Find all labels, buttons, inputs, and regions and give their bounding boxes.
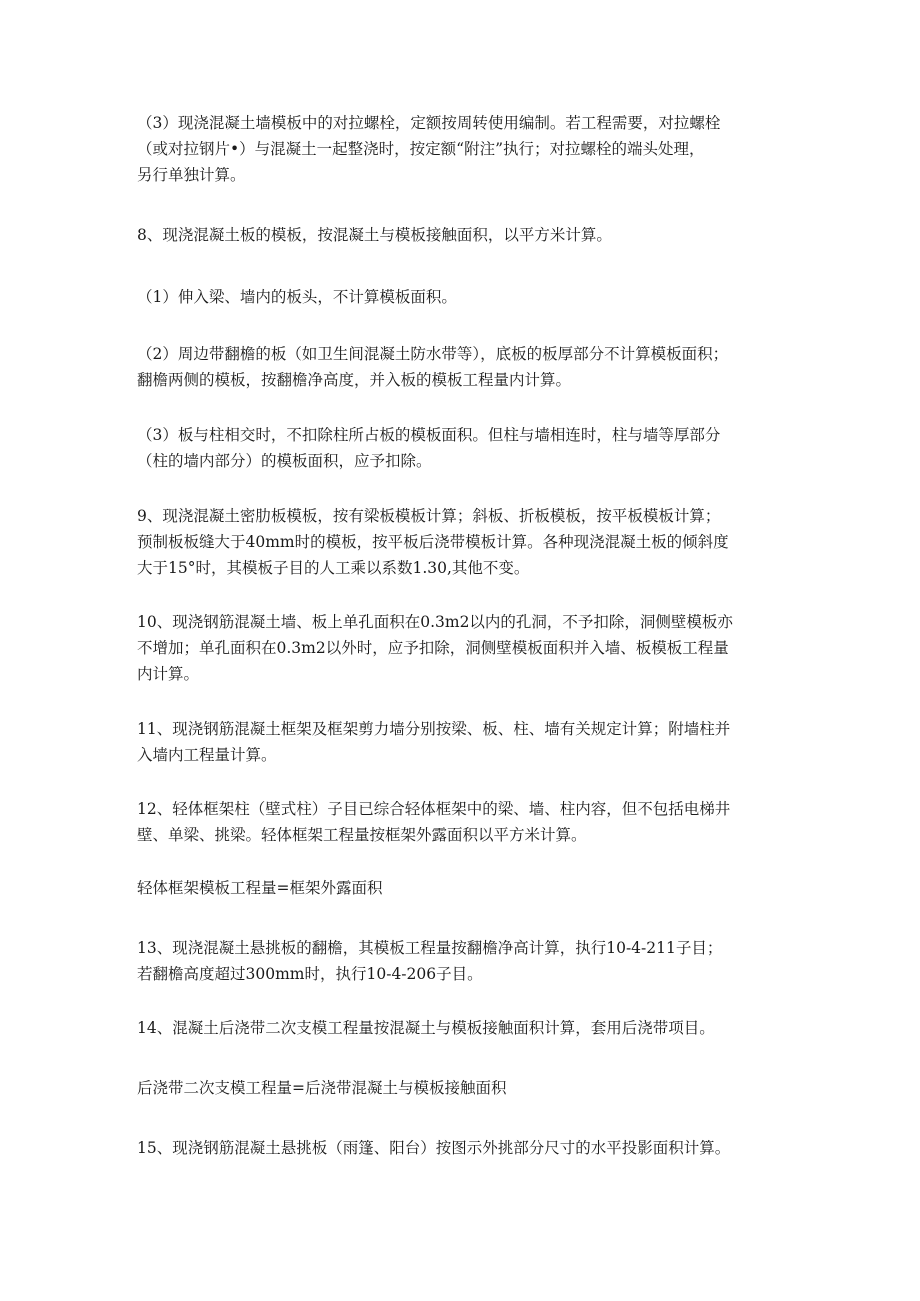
text-line: （2）周边带翻檐的板（如卫生间混凝土防水带等），底板的板厚部分不计算模板面积； <box>137 345 729 363</box>
text-line: 入墙内工程量计算。 <box>137 746 277 764</box>
paragraph-3-slab-column <box>137 422 797 474</box>
paragraph-8-slab-formwork <box>137 222 797 248</box>
text-line: 翻檐两侧的模板，按翻檐净高度，并入板的模板工程量内计算。 <box>137 371 572 389</box>
text-line: 10、现浇钢筋混凝土墙、板上单孔面积在0.3m2以内的孔洞，不予扣除，洞侧壁模板亦 <box>137 613 733 631</box>
text-line: （1）伸入梁、墙内的板头，不计算模板面积。 <box>137 288 457 306</box>
text-line: 后浇带二次支模工程量=后浇带混凝土与模板接触面积 <box>137 1079 507 1097</box>
formula-light-frame <box>137 875 797 901</box>
text-line: 11、现浇钢筋混凝土框架及框架剪力墙分别按梁、板、柱、墙有关规定计算；附墙柱并 <box>137 720 731 738</box>
text-line: 13、现浇混凝土悬挑板的翻檐，其模板工程量按翻檐净高计算，执行10-4-211子目； <box>137 939 723 957</box>
text-line: 轻体框架模板工程量=框架外露面积 <box>137 879 383 897</box>
paragraph-2-slab-upturn <box>137 341 797 393</box>
paragraph-14-post-cast-strip <box>137 1015 797 1041</box>
text-line: 预制板板缝大于40mm时的模板，按平板后浇带模板计算。各种现浇混凝土板的倾斜度 <box>137 533 729 551</box>
text-line: 另行单独计算。 <box>137 166 246 184</box>
formula-post-cast-strip <box>137 1075 797 1101</box>
paragraph-3-wall-tie-bolts <box>137 110 797 188</box>
paragraph-1-slab-head <box>137 284 797 310</box>
paragraph-11-frame <box>137 716 797 768</box>
text-line: （3）现浇混凝土墙模板中的对拉螺栓，定额按周转使用编制。若工程需要，对拉螺栓 <box>137 114 721 132</box>
text-line: （或对拉钢片•）与混凝土一起整浇时，按定额“附注”执行；对拉螺栓的端头处理， <box>137 140 705 158</box>
text-line: 12、轻体框架柱（壁式柱）子目已综合轻体框架中的梁、墙、柱内容，但不包括电梯井 <box>137 800 731 818</box>
text-line: 不增加；单孔面积在0.3m2以外时，应予扣除，洞侧壁模板面积并入墙、板模板工程量 <box>137 639 729 657</box>
text-line: 8、现浇混凝土板的模板，按混凝土与模板接触面积，以平方米计算。 <box>137 226 612 244</box>
text-line: 壁、单梁、挑梁。轻体框架工程量按框架外露面积以平方米计算。 <box>137 826 587 844</box>
text-line: 14、混凝土后浇带二次支模工程量按混凝土与模板接触面积计算，套用后浇带项目。 <box>137 1019 715 1037</box>
text-line: 内计算。 <box>137 665 200 683</box>
text-line: 若翻檐高度超过300mm时，执行10-4-206子目。 <box>137 965 483 983</box>
paragraph-13-cantilever-upturn <box>137 935 797 987</box>
text-line: 大于15°时，其模板子目的人工乘以系数1.30,其他不变。 <box>137 559 530 577</box>
paragraph-15-cantilever-slab <box>137 1135 797 1161</box>
paragraph-10-openings <box>137 609 797 687</box>
text-line: 9、现浇混凝土密肋板模板，按有梁板模板计算；斜板、折板模板，按平板模板计算； <box>137 507 721 525</box>
text-line: （3）板与柱相交时，不扣除柱所占板的模板面积。但柱与墙相连时，柱与墙等厚部分 <box>137 426 721 444</box>
text-line: （柱的墙内部分）的模板面积，应予扣除。 <box>137 452 432 470</box>
paragraph-12-light-frame <box>137 796 797 848</box>
text-line: 15、现浇钢筋混凝土悬挑板（雨篷、阳台）按图示外挑部分尺寸的水平投影面积计算。 <box>137 1139 731 1157</box>
paragraph-9-ribbed-slab <box>137 503 797 581</box>
